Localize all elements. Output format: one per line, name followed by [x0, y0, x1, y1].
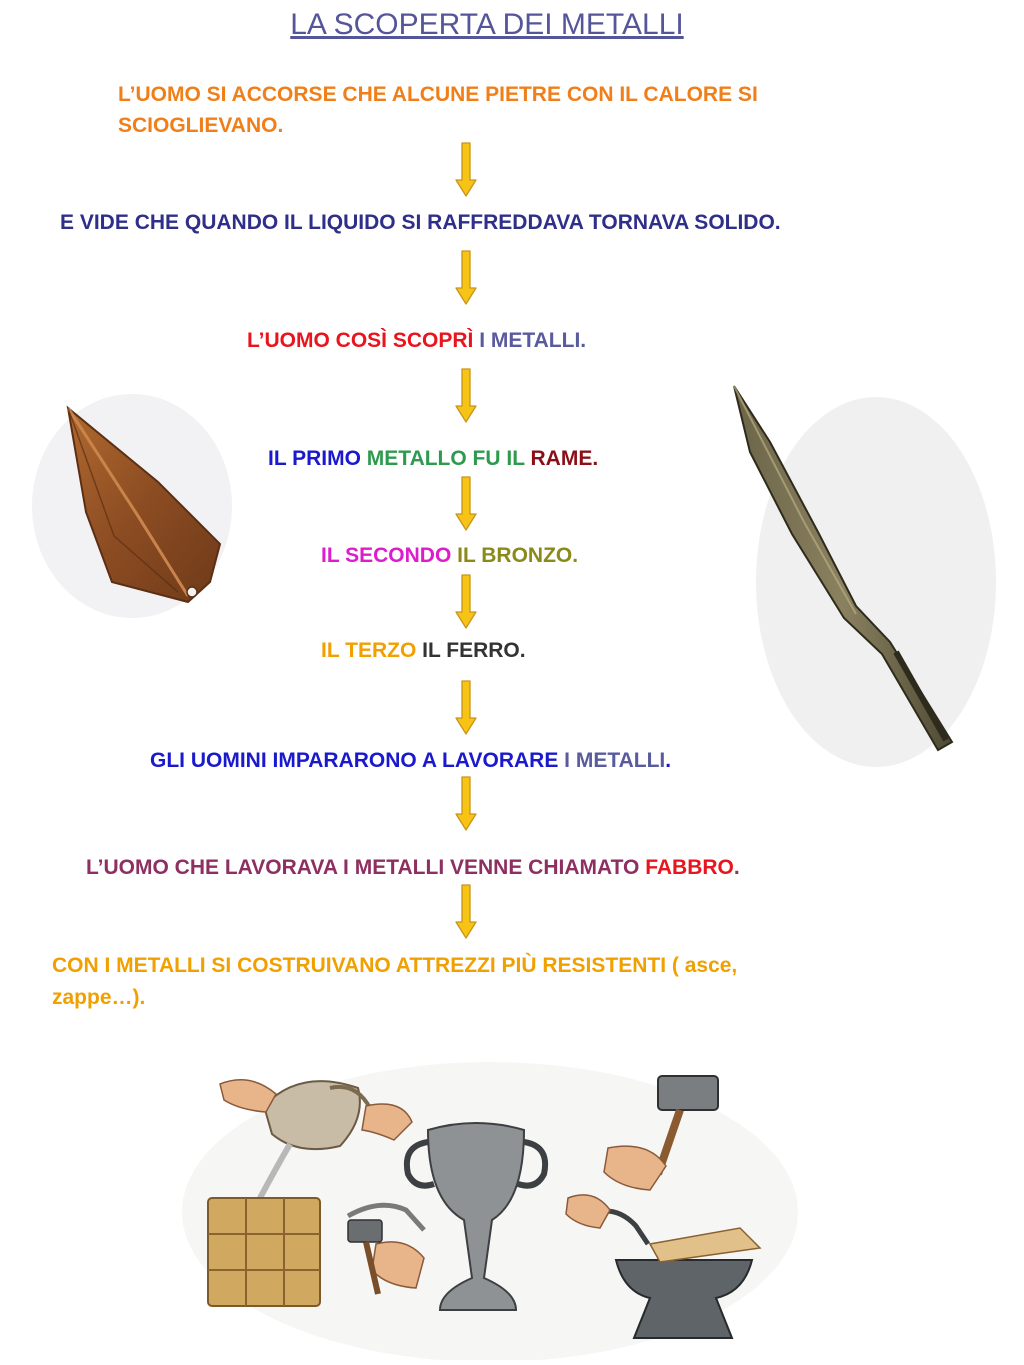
- step-3-part-a: L’UOMO COSÌ SCOPRÌ: [247, 329, 480, 352]
- down-arrow-icon: [454, 574, 478, 630]
- step-8-part-a: L’UOMO CHE LAVORAVA I METALLI VENNE CHIAMATO: [86, 856, 646, 879]
- step-7-part-b: I METALLI: [564, 749, 666, 772]
- step-8: [86, 853, 740, 883]
- step-3-part-b: I METALLI.: [479, 329, 587, 352]
- step-6-part-a: IL TERZO: [321, 639, 423, 662]
- step-5: [321, 541, 578, 571]
- step-9-line-1: CON I METALLI SI COSTRUIVANO ATTREZZI PIÙ RESISTENTI ( asce,: [52, 954, 738, 977]
- step-5-part-b: IL BRONZO.: [457, 544, 579, 567]
- step-6: [321, 636, 526, 666]
- step-7: [150, 746, 671, 776]
- down-arrow-icon: [454, 680, 478, 736]
- step-2: E VIDE CHE QUANDO IL LIQUIDO SI RAFFREDDAVA TORNAVA SOLIDO.: [60, 211, 781, 234]
- step-4-part-b: METALLO FU IL: [366, 447, 531, 470]
- step-7-part-c: .: [665, 749, 672, 772]
- down-arrow-icon: [454, 368, 478, 424]
- metalworking-illustration: [180, 1048, 800, 1360]
- down-arrow-icon: [454, 776, 478, 832]
- step-9-line-2: zappe…).: [52, 986, 146, 1009]
- step-8-part-c: .: [733, 856, 740, 879]
- copper-arrowhead-image: [28, 386, 236, 626]
- step-4: [268, 444, 598, 474]
- down-arrow-icon: [454, 250, 478, 306]
- step-1-line-1: L’UOMO SI ACCORSE CHE ALCUNE PIETRE CON IL CALORE SI: [118, 83, 758, 106]
- step-5-part-a: IL SECONDO: [321, 544, 458, 567]
- step-1-line-2: SCIOGLIEVANO.: [118, 114, 284, 137]
- step-3: [247, 326, 586, 356]
- step-6-part-b: IL FERRO.: [422, 639, 526, 662]
- step-4-part-c: RAME.: [530, 447, 599, 470]
- iron-spearhead-image: [706, 382, 1006, 772]
- step-8-part-b: FABBRO: [645, 856, 734, 879]
- step-7-part-a: GLI UOMINI IMPARARONO A LAVORARE: [150, 749, 565, 772]
- down-arrow-icon: [454, 884, 478, 940]
- down-arrow-icon: [454, 476, 478, 532]
- step-4-part-a: IL PRIMO: [268, 447, 367, 470]
- down-arrow-icon: [454, 142, 478, 198]
- page-title: LA SCOPERTA DEI METALLI: [290, 8, 684, 41]
